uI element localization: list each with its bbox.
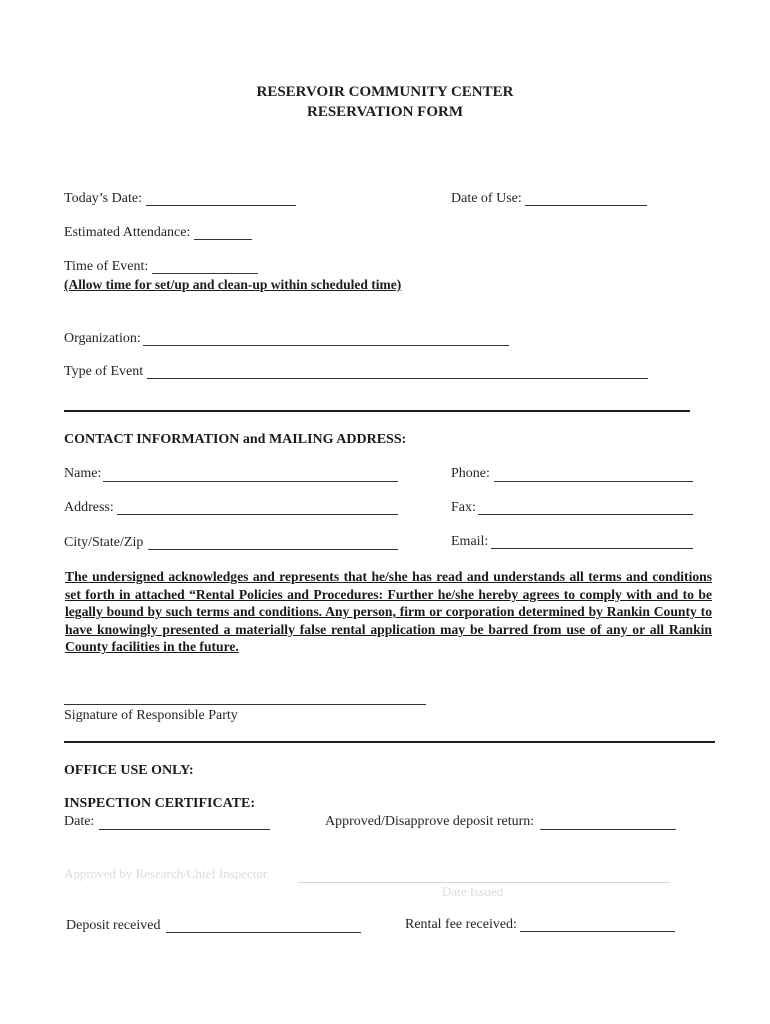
- city-state-zip-label: City/State/Zip: [64, 535, 144, 550]
- inspection-date-label: Date:: [64, 814, 95, 829]
- signature-label: Signature of Responsible Party: [64, 708, 238, 723]
- address-field[interactable]: [117, 514, 398, 515]
- approved-label: Approved/Disapprove deposit return:: [325, 814, 535, 829]
- deposit-field[interactable]: [166, 932, 361, 933]
- approved-field[interactable]: [540, 829, 676, 830]
- inspection-heading: INSPECTION CERTIFICATE:: [64, 796, 256, 811]
- type-of-event-field[interactable]: [147, 378, 648, 379]
- date-of-use-label: Date of Use:: [451, 191, 522, 206]
- organization-field[interactable]: [143, 345, 509, 346]
- name-field[interactable]: [103, 481, 398, 482]
- todays-date-label: Today’s Date:: [64, 191, 142, 206]
- contact-heading: CONTACT INFORMATION and MAILING ADDRESS:: [64, 432, 407, 447]
- inspection-date-field[interactable]: [99, 829, 270, 830]
- email-label: Email:: [451, 534, 489, 549]
- form-title: RESERVOIR COMMUNITY CENTER: [256, 84, 514, 100]
- faded-approved-label: Approved by Research/Chief Inspector: [64, 866, 268, 881]
- faded-date-label: Date Issued: [442, 884, 504, 899]
- section-divider: [64, 410, 690, 412]
- rental-fee-label: Rental fee received:: [405, 917, 517, 932]
- phone-field[interactable]: [494, 481, 693, 482]
- office-divider: [64, 741, 715, 743]
- city-state-zip-field[interactable]: [148, 549, 398, 550]
- organization-label: Organization:: [64, 331, 141, 346]
- agreement-text: The undersigned acknowledges and represents that he/she has read and understands all terms and conditions set forth in attached “Rental Policies and Procedures: Further he/she hereby agrees to comply with and to be legally bound by such terms and conditions. Any person, firm or corporation determined by Rankin County to have knowingly presented a materially false rental application may be barred from use of any or all Rankin County facilities in the future.: [65, 569, 712, 655]
- attendance-field[interactable]: [194, 239, 252, 240]
- form-subtitle: RESERVATION FORM: [306, 104, 464, 120]
- office-use-heading: OFFICE USE ONLY:: [64, 763, 194, 778]
- fax-field[interactable]: [478, 514, 693, 515]
- fax-label: Fax:: [451, 500, 476, 515]
- phone-label: Phone:: [451, 466, 490, 481]
- name-label: Name:: [64, 466, 102, 481]
- signature-field[interactable]: [64, 704, 426, 705]
- attendance-label: Estimated Attendance:: [64, 225, 191, 240]
- faded-approved-field: [298, 882, 670, 883]
- time-of-event-label: Time of Event:: [64, 259, 149, 274]
- date-of-use-field[interactable]: [525, 205, 647, 206]
- deposit-label: Deposit received: [66, 918, 161, 933]
- time-note: (Allow time for set/up and clean-up within scheduled time): [64, 277, 402, 292]
- email-field[interactable]: [491, 548, 693, 549]
- rental-fee-field[interactable]: [520, 931, 675, 932]
- type-of-event-label: Type of Event: [64, 364, 144, 379]
- todays-date-field[interactable]: [146, 205, 296, 206]
- address-label: Address:: [64, 500, 114, 515]
- time-of-event-field[interactable]: [152, 273, 258, 274]
